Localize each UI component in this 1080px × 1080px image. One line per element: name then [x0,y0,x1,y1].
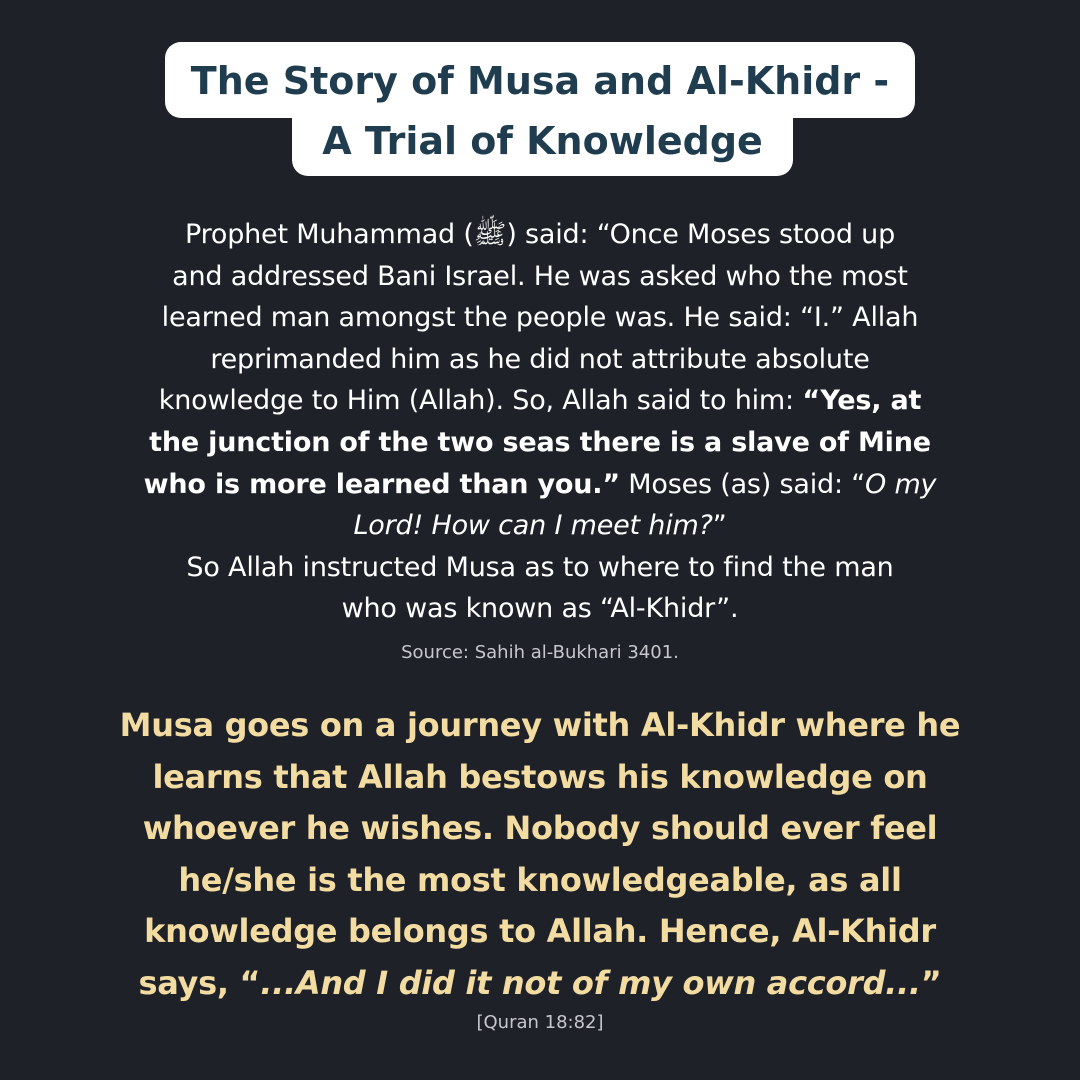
hadith-line [60,505,1020,547]
moral-line: learns that Allah bestows his knowledge on [152,757,928,796]
hadith-line [60,422,1020,464]
hadith-line [60,380,1020,422]
hadith-line: who was known as “Al-Khidr”. [341,593,739,625]
moral-line: he/she is the most knowledgeable, as all [178,860,902,899]
hadith-text-span: Moses (as) said: “ [619,468,866,500]
hadith-bold-quote: the junction of the two seas there is a slave of Mine [149,426,931,458]
hadith-bold-quote: “Yes, at [802,385,922,417]
hadith-source: Source: Sahih al-Bukhari 3401. [401,642,679,663]
moral-line: whoever he wishes. Nobody should ever feel [142,809,938,847]
hadith-italic-quote: Lord! How can I meet him? [353,510,713,542]
hadith-line: learned man amongst the people was. He said: “I.” Allah [161,302,919,334]
hadith-text [60,214,1020,630]
hadith-italic-quote: O my [865,468,937,500]
moral-line: knowledge belongs to Allah. Hence, Al-Khidr [144,912,936,950]
hadith-line: reprimanded him as he did not attribute absolute [210,343,870,375]
hadith-line: Prophet Muhammad (ﷺ) said: “Once Moses stood up [184,219,896,250]
hadith-text-span: knowledge to Him (Allah). So, Allah said to him: [158,385,803,417]
title-line-1: The Story of Musa and Al-Khidr - [165,42,915,118]
title-line-2: A Trial of Knowledge [292,112,793,176]
moral-text [40,700,1040,1009]
hadith-bold-quote: who is more learned than you.” [143,468,620,500]
moral-line: Musa goes on a journey with Al-Khidr where he [119,706,961,744]
quran-quote: ...And I did it not of my own accord... [260,963,921,1002]
quran-reference: [Quran 18:82] [476,1012,604,1033]
moral-text-span: ” [920,963,942,1002]
hadith-line: and addressed Bani Israel. He was asked who the most [172,260,908,292]
moral-text-span: says, “ [138,963,261,1002]
hadith-line [60,464,1020,506]
moral-line [40,958,1040,1010]
hadith-line: So Allah instructed Musa as to where to find the man [186,551,894,583]
hadith-text-span: ” [712,510,727,542]
